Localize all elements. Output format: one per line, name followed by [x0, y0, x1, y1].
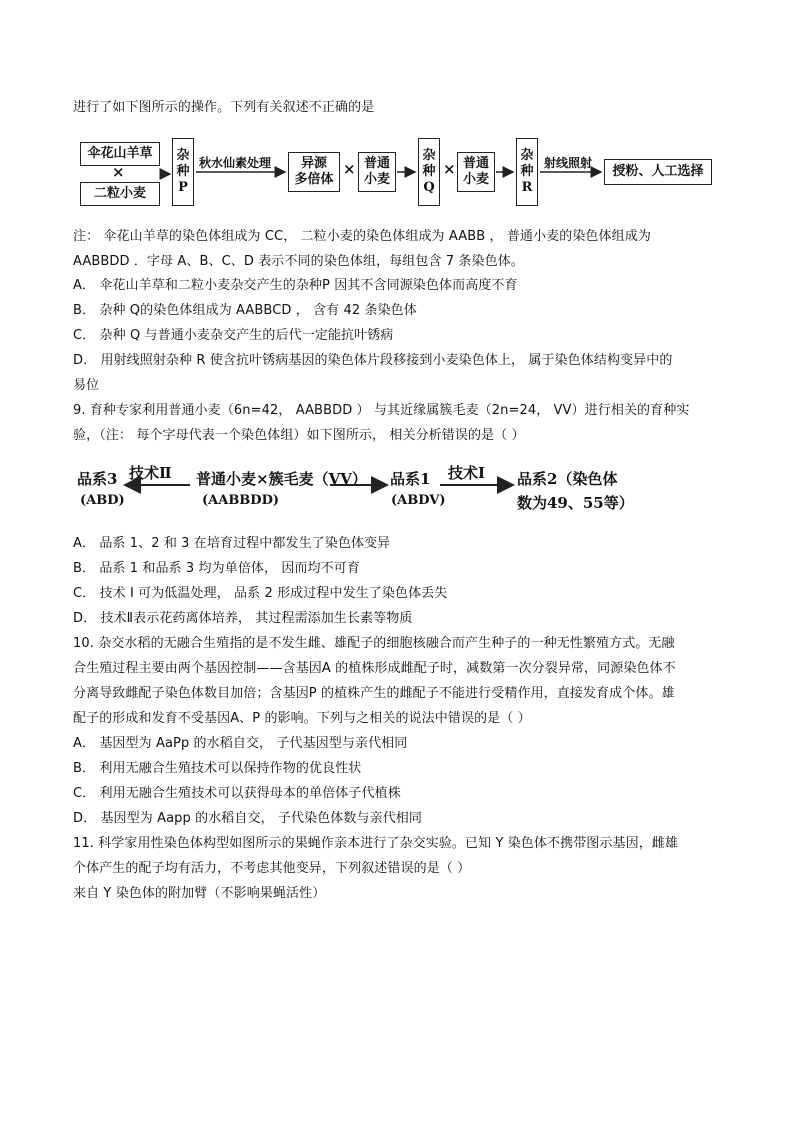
q9-option-c: C． 技术 I 可为低温处理， 品系 2 形成过程中发生了染色体丢失 — [73, 586, 448, 601]
q10-stem-line1: 10. 杂交水稻的无融合生殖指的是不发生雌、雄配子的细胞核融合而产生种子的一种无性繁殖方式。无融 — [73, 636, 675, 651]
box-parent-a: 伞花山羊草 — [80, 142, 160, 166]
note-line-2: AABBDD ．字母 A、B、C、D 表示不同的染色体组，每组包含 7 条染色体。 — [73, 254, 524, 269]
q9-option-a: A． 品系 1、2 和 3 在培育过程中都发生了染色体变异 — [73, 536, 391, 551]
q9-option-d: D． 技术Ⅱ表示花药离体培养， 其过程需添加生长素等物质 — [73, 611, 413, 626]
wheat2-line2: 小麦 — [462, 172, 489, 187]
wheat1-line2: 小麦 — [363, 172, 390, 187]
hybrid-q-char2: 种 — [422, 164, 436, 179]
q8-option-c: C． 杂种 Q 与普通小麦杂交产生的后代一定能抗叶锈病 — [73, 328, 394, 343]
cross-symbol: × — [343, 160, 356, 178]
q8-option-d-line1: D． 用射线照射杂种 R 使含抗叶锈病基因的染色体片段移接到小麦染色体上， 属于染色体结构变异中的 — [73, 353, 673, 368]
box-final-selection: 授粉、人工选择 — [604, 159, 712, 185]
q10-stem-line4: 配子的形成和发育不受基因A、P 的影响。下列与之相关的说法中错误的是（ ） — [73, 711, 531, 726]
tech2-label: 技术Ⅱ — [129, 464, 172, 482]
hybrid-r-char3: R — [521, 180, 533, 195]
polyploid-line2: 多倍体 — [294, 172, 334, 187]
hybrid-q-char3: Q — [423, 180, 435, 195]
q9-option-b: B． 品系 1 和品系 3 均为单倍体， 因而均不可育 — [73, 561, 360, 576]
q11-stem-line1: 11. 科学家用性染色体构型如图所示的果蝇作亲本进行了杂交实验。已知 Y 染色体不携带图示基因，雌雄 — [73, 836, 679, 851]
wheat1-line1: 普通 — [363, 156, 390, 171]
q10-option-a: A． 基因型为 AaPp 的水稻自交， 子代基因型与亲代相同 — [73, 736, 408, 751]
q11-figure-caption: 来自 Y 染色体的附加臂（不影响果蝇活性） — [73, 886, 326, 901]
cross-symbol: × — [112, 163, 125, 181]
note-line-1: 注： 伞花山羊草的染色体组成为 CC， 二粒小麦的染色体组成为 AABB ， 普通小麦的染色体组成为 — [73, 229, 651, 244]
q8-option-d-line2: 易位 — [73, 378, 100, 393]
q10-stem-line2: 合生殖过程主要由两个基因控制——含基因A 的植株形成雌配子时，减数第一次分裂异常，同源染色体不 — [73, 661, 676, 676]
step-irradiation-label: 射线照射 — [544, 156, 593, 170]
wheat2-line1: 普通 — [462, 156, 489, 171]
q9-stem-line1: 9. 育种专家利用普通小麦（6n=42， AABBDD ） 与其近缘属簇毛麦（2n=24， VV）进行相关的育种实 — [73, 403, 690, 418]
hybrid-r-char2: 种 — [520, 164, 534, 179]
hybrid-r-char1: 杂 — [520, 148, 534, 163]
line3-label: 品系3 — [77, 470, 118, 488]
q8-option-a: A． 伞花山羊草和二粒小麦杂交产生的杂种P 因其不含同源染色体而高度不育 — [73, 278, 518, 293]
intro-text: 进行了如下图所示的操作。下列有关叙述不正确的是 — [73, 100, 375, 115]
step-colchicine-label: 秋水仙素处理 — [199, 156, 272, 170]
cross-symbol: × — [443, 160, 456, 178]
wheat-genome: (AABBDD) — [202, 493, 279, 508]
hybrid-p-char2: 种 — [176, 164, 190, 179]
cross-wheat-label: 普通小麦×簇毛麦（VV） — [196, 470, 367, 488]
hybrid-p-char3: P — [178, 180, 188, 195]
line1-genome: (ABDV) — [391, 493, 446, 508]
hybrid-p-char1: 杂 — [176, 148, 190, 163]
q10-option-b: B． 利用无融合生殖技术可以保持作物的优良性状 — [73, 761, 362, 776]
line2-label: 品系2（染色体 — [517, 470, 618, 488]
tech1-label: 技术Ⅰ — [448, 464, 486, 482]
q9-stem-line2: 验，（注： 每个字母代表一个染色体组）如下图所示， 相关分析错误的是（ ） — [73, 428, 525, 443]
q11-stem-line2: 个体产生的配子均有活力，不考虑其他变异，下列叙述错误的是（ ） — [73, 861, 471, 876]
hybrid-q-char1: 杂 — [422, 148, 436, 163]
q8-option-b: B． 杂种 Q的染色体组成为 AABBCD ， 含有 42 条染色体 — [73, 303, 417, 318]
q10-stem-line3: 分离导致雌配子染色体数目加倍；含基因P 的植株产生的雌配子不能进行受精作用，直接发育成个体。雄 — [73, 686, 675, 701]
polyploid-line1: 异源 — [300, 156, 327, 171]
q10-option-d: D． 基因型为 Aapp 的水稻自交， 子代染色体数与亲代相同 — [73, 811, 423, 826]
diagram2-arrows — [0, 0, 794, 520]
line1-label: 品系1 — [390, 470, 431, 488]
line3-genome: (ABD) — [80, 493, 125, 508]
box-parent-b: 二粒小麦 — [80, 182, 160, 206]
q10-option-c: C． 利用无融合生殖技术可以获得母本的单倍体子代植株 — [73, 786, 401, 801]
line2-sub: 数为49、55等） — [517, 494, 634, 512]
